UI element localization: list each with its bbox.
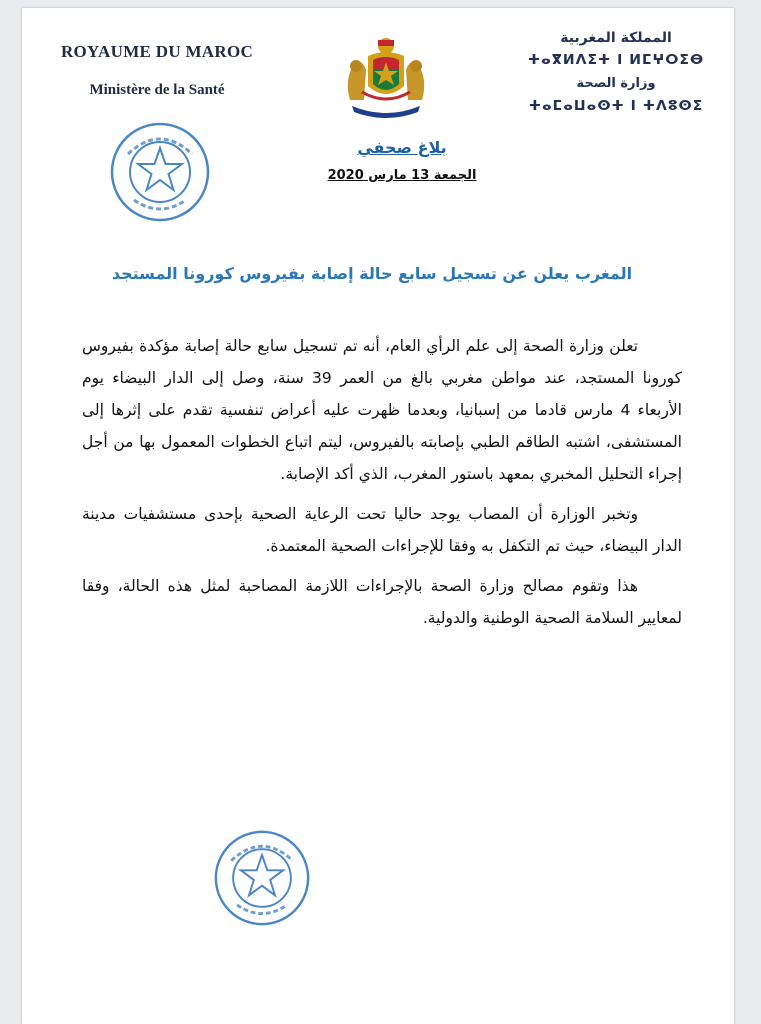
header-ministry-tifinagh: ⵜⴰⵎⴰⵡⴰⵙⵜ ⵏ ⵜⴷⵓⵙⵉ <box>528 98 704 114</box>
body-text <box>82 330 682 642</box>
press-release-title: بلاغ صحفي <box>357 138 447 157</box>
header-country-fr: ROYAUME DU MAROC <box>60 42 254 61</box>
header-ministry-ar: وزارة الصحة <box>576 76 656 91</box>
headline: المغرب يعلن عن تسجيل سابع حالة إصابة بفيروس كورونا المستجد <box>111 264 633 283</box>
body-paragraph-3: هذا وتقوم مصالح وزارة الصحة بالإجراءات اللازمة المصاحبة لمثل هذه الحالة، وفقا لمعايير السلامة الصحية الوطنية والدولية. <box>82 577 682 627</box>
header-country-ar: المملكة المغربية <box>560 30 672 46</box>
coat-of-arms-icon <box>338 30 434 118</box>
document-page <box>22 8 734 1024</box>
header-country-tifinagh: ⵜⴰⴳⵍⴷⵉⵜ ⵏ ⵍⵎⵖⵔⵉⴱ <box>527 52 705 68</box>
header-ministry-fr: Ministère de la Santé <box>89 82 225 98</box>
ministry-stamp-icon <box>108 120 212 224</box>
body-paragraph-1: تعلن وزارة الصحة إلى علم الرأي العام، أنه تم تسجيل سابع حالة إصابة مؤكدة بفيروس كورونا المستجد، عند مواطن مغربي بالغ من العمر 39 سنة، وصل إلى الدار البيضاء يوم الأربعاء 4 مارس قادما من إسبانيا، وبعدما ظهرت عليه أعراض تنفسية تقدم على إثرها إلى المستشفى، اشتبه الطاقم الطبي بإصابته بالفيروس، ليتم اتباع الخطوات المعمول بها من أجل إجراء التحليل المخبري بمعهد باستور المغرب، الذي أكد الإصابة. <box>82 337 682 483</box>
press-release-date: الجمعة 13 مارس 2020 <box>327 168 477 183</box>
body-paragraph-2: وتخبر الوزارة أن المصاب يوجد حاليا تحت الرعاية الصحية بإحدى مستشفيات مدينة الدار البيضاء، حيث تم التكفل به وفقا للإجراءات الصحية المعتمدة. <box>82 505 682 555</box>
ministry-stamp-bottom-icon <box>212 828 312 928</box>
